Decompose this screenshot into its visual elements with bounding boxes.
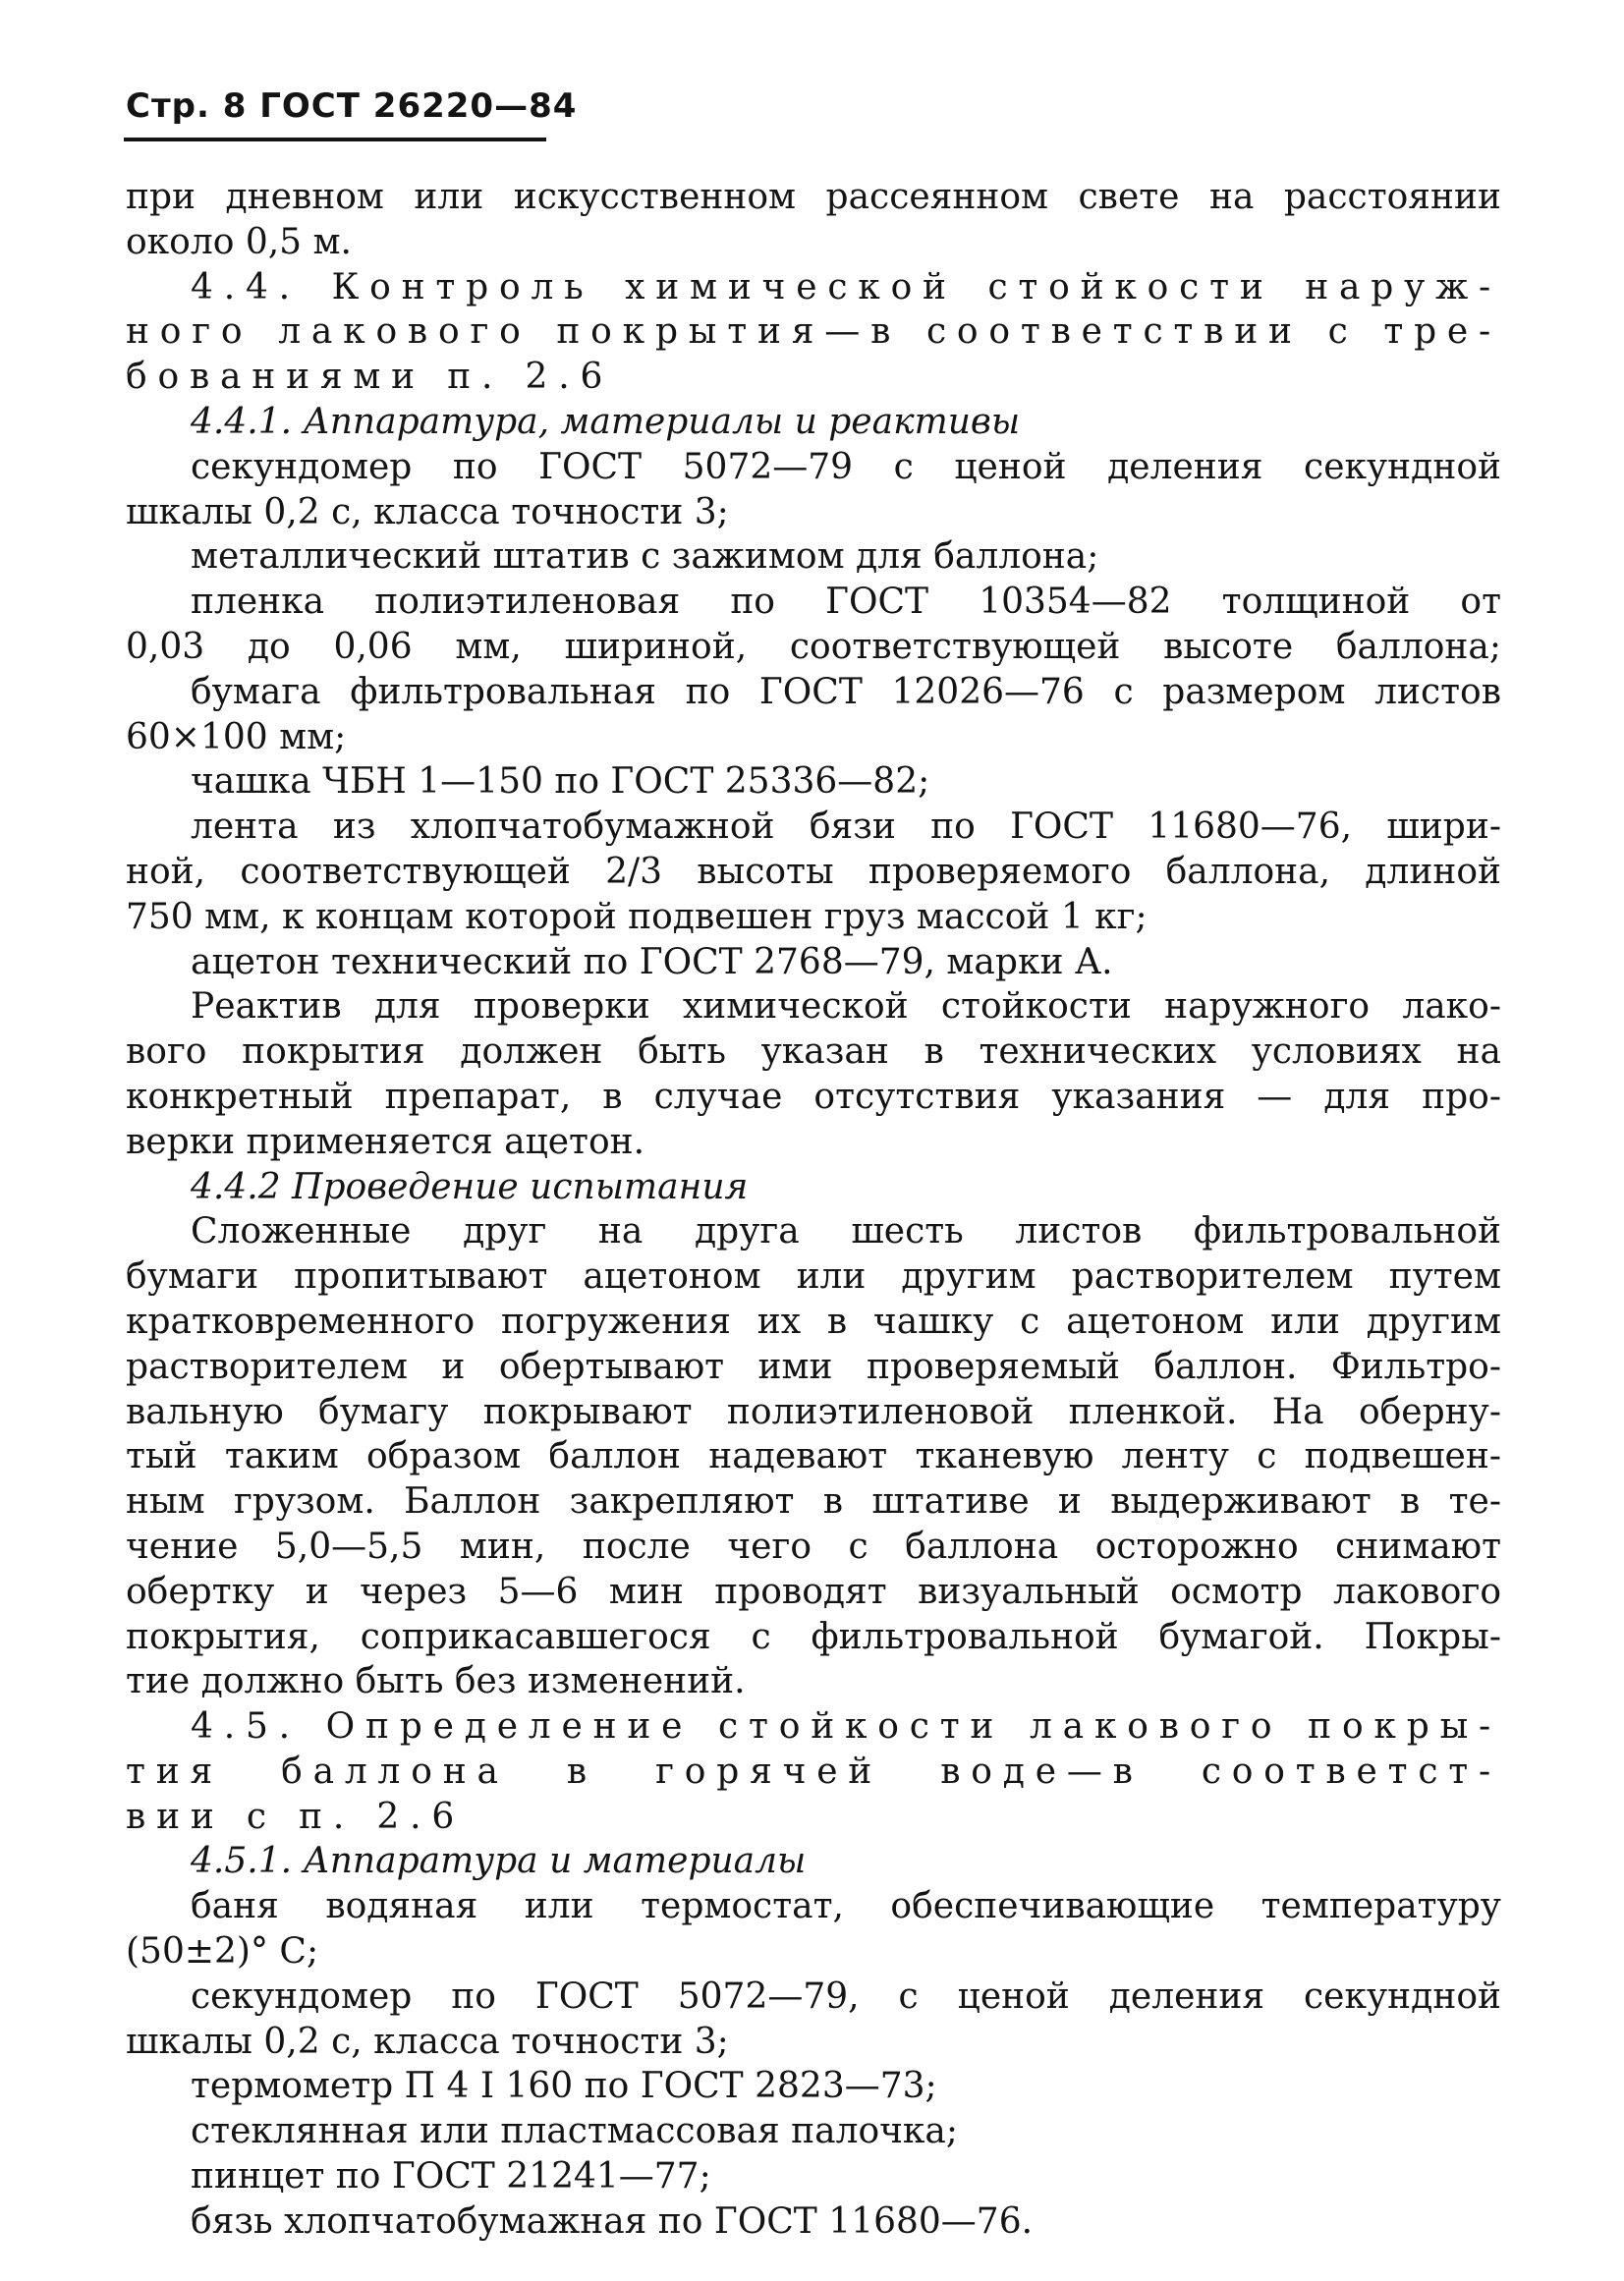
text-line: чение 5,0—5,5 мин, после чего с баллона осторожно снимают [126,1526,1501,1567]
text-line: тый таким образом баллон надевают тканевую ленту с подвешен- [126,1436,1501,1477]
text-line: ацетон технический по ГОСТ 2768—79, марки А. [191,941,1113,982]
text-line: чашка ЧБН 1—150 по ГОСТ 25336—82; [191,761,930,803]
section-heading-line: тия баллона в горячей воде—в соответст- [126,1751,1501,1792]
section-heading-line: вии с п. 2.6 [126,1796,466,1837]
section-heading-line: 4.5. Определение стойкости лакового покры- [191,1706,1501,1748]
section-heading-line: 4.4. Контроль химической стойкости наруж- [191,266,1501,307]
section-heading-line: ного лакового покрытия—в соответствии с тре- [126,311,1501,353]
text-line: ным грузом. Баллон закрепляют в штативе и выдерживают в те- [126,1481,1501,1523]
text-line: шкалы 0,2 с, класса точности 3; [126,491,729,532]
text-line: около 0,5 м. [126,221,352,262]
header-rule [124,138,546,141]
text-line: Сложенные друг на друга шесть листов фильтровальной [191,1211,1501,1252]
text-line: вого покрытия должен быть указан в технических условиях на [126,1031,1501,1073]
text-line: пинцет по ГОСТ 21241—77; [191,2156,711,2198]
text-line: термометр П 4 I 160 по ГОСТ 2823—73; [191,2066,937,2107]
text-line: секундомер по ГОСТ 5072—79 с ценой деления секундной [191,446,1501,487]
text-line: (50±2)° С; [126,1931,319,1973]
text-line: конкретный препарат, в случае отсутствия указания — для про- [126,1076,1501,1117]
text-line: бумага фильтровальная по ГОСТ 12026—76 с размером листов [191,671,1501,712]
text-line: обертку и через 5—6 мин проводят визуальный осмотр лакового [126,1571,1501,1612]
text-line: вальную бумагу покрывают полиэтиленовой пленкой. На оберну- [126,1391,1501,1432]
text-line: тие должно быть без изменений. [126,1661,746,1702]
text-line: стеклянная или пластмассовая палочка; [191,2111,959,2152]
text-line: лента из хлопчатобумажной бязи по ГОСТ 11680—76, шири- [191,807,1501,848]
subsection-heading: 4.4.1. Аппаратура, материалы и реактивы [191,401,1021,442]
subsection-heading: 4.5.1. Аппаратура и материалы [191,1841,807,1882]
text-line: растворителем и обертывают ими проверяемый баллон. Фильтро- [126,1346,1501,1387]
text-line: 0,03 до 0,06 мм, шириной, соответствующей высоте баллона; [126,626,1501,667]
text-line: Реактив для проверки химической стойкости наружного лако- [191,986,1501,1028]
text-line: пленка полиэтиленовая по ГОСТ 10354—82 толщиной от [191,582,1501,623]
text-line: бумаги пропитывают ацетоном или другим растворителем путем [126,1256,1501,1298]
text-line: бязь хлопчатобумажная по ГОСТ 11680—76. [191,2200,1034,2242]
text-line: верки применяется ацетон. [126,1121,645,1162]
text-line: секундомер по ГОСТ 5072—79, с ценой деления секундной [191,1975,1501,2017]
text-line: 60×100 мм; [126,716,347,757]
text-line: шкалы 0,2 с, класса точности 3; [126,2021,729,2062]
text-line: при дневном или искусственном рассеянном свете на расстоянии [126,177,1501,217]
text-line: баня водяная или термостат, обеспечивающие температуру [191,1886,1501,1927]
text-line: ной, соответствующей 2/3 высоты проверяемого баллона, длиной [126,851,1501,892]
page-header: Стр. 8 ГОСТ 26220—84 [126,86,578,126]
text-line: 750 мм, к концам которой подвешен груз массой 1 кг; [126,896,1148,937]
subsection-heading: 4.4.2 Проведение испытания [191,1166,749,1207]
text-line: кратковременного погружения их в чашку с ацетоном или другим [126,1301,1501,1342]
document-body [126,175,1501,2245]
text-line: покрытия, соприкасавшегося с фильтровальной бумагой. Покры- [126,1616,1501,1657]
text-line: металлический штатив с зажимом для баллона; [191,536,1099,578]
section-heading-line: бованиями п. 2.6 [126,357,614,398]
